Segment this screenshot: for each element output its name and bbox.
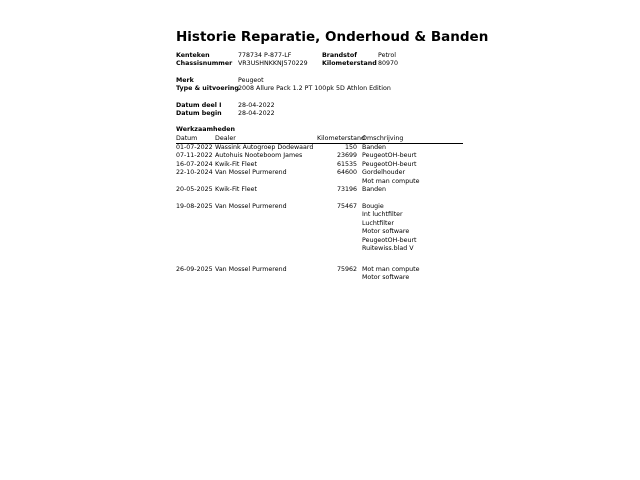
row-datum: 19-08-2025 [176, 203, 213, 210]
datum-deel-label: Datum deel I [176, 102, 222, 109]
row-item: Gordelhouder [362, 169, 406, 176]
row-dealer: Van Mossel Purmerend [215, 203, 287, 210]
row-km: 23699 [336, 152, 357, 159]
kenteken-label: Kenteken [176, 52, 210, 59]
brandstof-label: Brandstof [322, 52, 357, 59]
chassis-label: Chassisnummer [176, 60, 233, 67]
row-km: 150 [344, 144, 357, 151]
row-item: PeugeotOH-beurt [362, 161, 417, 168]
row-datum: 16-07-2024 [176, 161, 213, 168]
row-item: Int luchtfilter [362, 211, 403, 218]
row-dealer: Van Mossel Purmerend [215, 169, 287, 176]
merk-label: Merk [176, 77, 194, 84]
page-title: Historie Reparatie, Onderhoud & Banden [176, 29, 489, 45]
type-label: Type & uitvoering [176, 85, 239, 92]
row-item: PeugeotOH-beurt [362, 237, 417, 244]
type-value: 2008 Allure Pack 1.2 PT 100pk 5D Athlon Edition [238, 85, 391, 92]
row-item: Ruitewiss.blad V [362, 245, 414, 252]
header-dealer: Dealer [215, 135, 236, 142]
row-item: Motor software [362, 274, 410, 281]
merk-value: Peugeot [238, 77, 264, 84]
datum-begin-value: 28-04-2022 [238, 110, 275, 117]
row-item: Banden [362, 144, 387, 151]
kenteken-value: 778734 P-877-LF [238, 52, 292, 59]
row-item: Mot man compute [362, 266, 420, 273]
row-datum: 26-09-2025 [176, 266, 213, 273]
row-item: Motor software [362, 228, 410, 235]
datum-deel-value: 28-04-2022 [238, 102, 275, 109]
header-datum: Datum [176, 135, 198, 142]
header-omschrijving: Omschrijving [362, 135, 404, 142]
datum-begin-label: Datum begin [176, 110, 222, 117]
row-km: 73196 [336, 186, 357, 193]
row-km: 75467 [336, 203, 357, 210]
row-dealer: Kwik-Fit Fleet [215, 161, 257, 168]
row-datum: 01-07-2022 [176, 144, 213, 151]
section-heading: Werkzaamheden [176, 126, 236, 133]
row-item: Luchtfilter [362, 220, 394, 227]
header-kilometerstand: Kilometerstand [317, 135, 366, 142]
row-item: PeugeotOH-beurt [362, 152, 417, 159]
row-item: Mot man compute [362, 178, 420, 185]
row-datum: 22-10-2024 [176, 169, 213, 176]
row-dealer: Wassink Autogroep Dodewaard [215, 144, 314, 151]
kilometerstand-label: Kilometerstand [322, 60, 377, 67]
row-dealer: Van Mossel Purmerend [215, 266, 287, 273]
row-item: Banden [362, 186, 387, 193]
row-datum: 20-05-2025 [176, 186, 213, 193]
row-dealer: Autohuis Nooteboom James [215, 152, 303, 159]
row-km: 64600 [336, 169, 357, 176]
chassis-value: VR3USHNKKNJ570229 [238, 60, 308, 67]
row-km: 61535 [336, 161, 357, 168]
row-dealer: Kwik-Fit Fleet [215, 186, 257, 193]
brandstof-value: Petrol [378, 52, 396, 59]
row-item: Bougie [362, 203, 384, 210]
row-km: 75962 [336, 266, 357, 273]
kilometerstand-value: 80970 [378, 60, 399, 67]
row-datum: 07-11-2022 [176, 152, 213, 159]
